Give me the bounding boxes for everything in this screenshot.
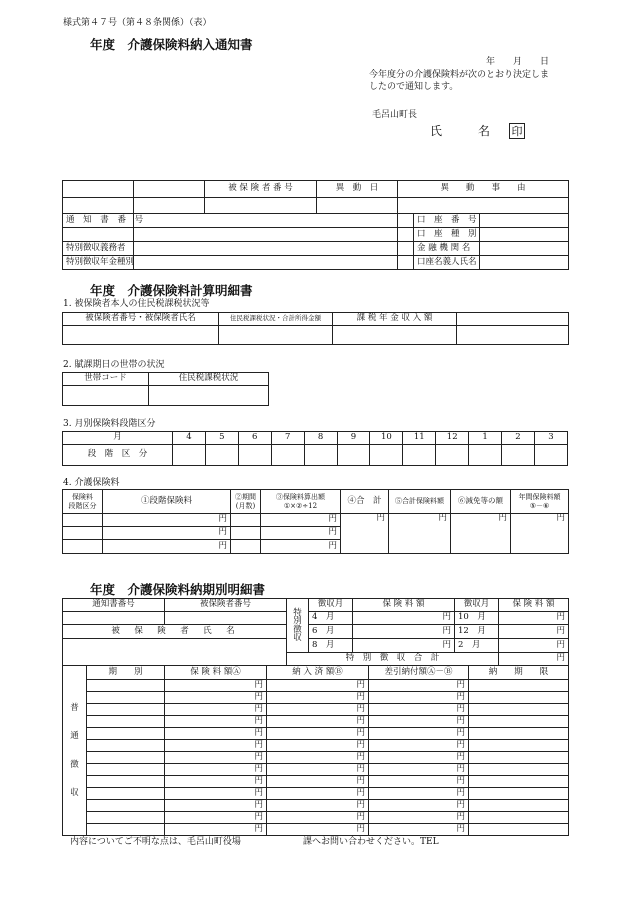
- month-cell: 10 月: [455, 612, 499, 625]
- s4-c7: ⑥減免等の額: [451, 490, 511, 514]
- col-a-header: 保 険 料 額: [190, 666, 233, 677]
- yen-cell: 円: [267, 716, 369, 728]
- s4-yen: 円: [511, 514, 569, 554]
- s1-col1: 被保険者番号・被保険者氏名: [63, 313, 219, 326]
- yen-cell: 円: [499, 612, 569, 625]
- yen-cell: 円: [353, 612, 455, 625]
- s2-col2: 住民税課税状況: [149, 373, 269, 386]
- yen-cell: 円: [369, 812, 469, 824]
- s4-yen: 円: [389, 514, 451, 554]
- month-cell: 8: [304, 432, 337, 445]
- yen-cell: 円: [165, 776, 267, 788]
- top-info-table: [62, 180, 569, 270]
- level-cell: [370, 445, 403, 466]
- yen-cell: 円: [267, 740, 369, 752]
- table-row: [63, 692, 569, 704]
- insured-number-header-2: 被保険者番号: [165, 599, 287, 612]
- period-cell: [87, 800, 165, 812]
- special-collection-table: [62, 598, 569, 666]
- yen-cell: 円: [369, 728, 469, 740]
- due-date-cell: [469, 740, 569, 752]
- level-cell: [337, 445, 370, 466]
- period-cell: [87, 680, 165, 692]
- yen-cell: 円: [165, 704, 267, 716]
- month-cell: 1: [469, 432, 502, 445]
- s3-level-row: [63, 445, 568, 466]
- name-label: 氏 名: [430, 124, 491, 138]
- month-cell: 2 月: [455, 639, 499, 653]
- yen-cell: 円: [369, 680, 469, 692]
- yen-cell: 円: [369, 788, 469, 800]
- month-cell: 4: [173, 432, 206, 445]
- month-cell: 7: [271, 432, 304, 445]
- due-date-cell: [469, 716, 569, 728]
- amount-header: 保 険 料 額: [499, 599, 569, 612]
- yen-cell: 円: [499, 625, 569, 639]
- notice-number-label: 通 知 書 番 号: [63, 214, 134, 228]
- s4-c4b: ①×②÷12: [283, 501, 318, 510]
- footer-text-2: 課へお問い合わせください。TEL: [303, 837, 439, 847]
- month-cell: 4 月: [309, 612, 353, 625]
- period-cell: [87, 812, 165, 824]
- yen-cell: 円: [165, 692, 267, 704]
- schedule-title: 年度 介護保険料納期別明細書: [90, 582, 266, 597]
- s4-yen: 円: [103, 540, 231, 554]
- month-cell: 12: [436, 432, 469, 445]
- yen-cell: 円: [369, 716, 469, 728]
- level-cell: [534, 445, 567, 466]
- section1-title: 1. 被保険者本人の住民税課税状況等: [63, 299, 210, 309]
- s4-c8a: 年間保険料額: [518, 493, 561, 502]
- due-date-cell: [469, 824, 569, 836]
- due-date-cell: [469, 800, 569, 812]
- amount-header: 保 険 料 額: [353, 599, 455, 612]
- yen-cell: 円: [369, 740, 469, 752]
- collection-obligor-label: 特別徴収義務者: [63, 242, 134, 256]
- yen-cell: 円: [165, 800, 267, 812]
- insured-name-label: 被 保 険 者 氏 名: [63, 625, 287, 639]
- table-row: [63, 788, 569, 800]
- insured-number-header: 被 保 険 者 番 号: [205, 181, 317, 198]
- period-cell: [87, 776, 165, 788]
- yen-cell: 円: [267, 764, 369, 776]
- notice-line-2: したので通知します。: [369, 82, 459, 92]
- period-cell: [87, 824, 165, 836]
- section3-title: 3. 月別保険料段階区分: [63, 419, 156, 429]
- yen-cell: 円: [267, 824, 369, 836]
- notice-line-1: 今年度分の介護保険料が次のとおり決定しま: [369, 70, 550, 80]
- s4-c6: ⑤合計保険料額: [389, 490, 451, 514]
- account-holder-label: 口座名義人氏名: [414, 256, 480, 270]
- s4-c8b: ⑤－⑥: [529, 501, 550, 510]
- special-total-label: 特 別 徴 収 合 計: [287, 653, 499, 666]
- account-number-label: 口 座 番 号: [414, 214, 480, 228]
- period-cell: [87, 704, 165, 716]
- special-char: 収: [293, 633, 302, 643]
- table-row: [63, 812, 569, 824]
- s4-yen: 円: [103, 527, 231, 540]
- period-cell: [87, 788, 165, 800]
- due-date-cell: [469, 704, 569, 716]
- yen-cell: 円: [165, 764, 267, 776]
- month-cell: 8 月: [309, 639, 353, 653]
- level-cell: [436, 445, 469, 466]
- month-cell: 5: [205, 432, 238, 445]
- s4-c3a: ②期間: [235, 493, 256, 502]
- s4-yen: 円: [103, 514, 231, 527]
- level-cell: [469, 445, 502, 466]
- col-d-header: 納 期 限: [469, 666, 569, 680]
- s4-yen: 円: [451, 514, 511, 554]
- seal-mark: 印: [509, 123, 525, 139]
- level-cell: [502, 445, 535, 466]
- yen-cell: 円: [267, 728, 369, 740]
- ordinary-body: [63, 666, 569, 836]
- table-row: [63, 752, 569, 764]
- section4-title: 4. 介護保険料: [63, 478, 120, 488]
- due-date-cell: [469, 812, 569, 824]
- due-date-cell: [469, 752, 569, 764]
- mark-a: Ⓐ: [232, 666, 241, 677]
- month-cell: 9: [337, 432, 370, 445]
- due-date-cell: [469, 728, 569, 740]
- s3-month-row: [63, 432, 568, 445]
- calc-title: 年度 介護保険料計算明細書: [90, 283, 253, 298]
- yen-cell: 円: [369, 704, 469, 716]
- yen-cell: 円: [267, 800, 369, 812]
- level-cell: [271, 445, 304, 466]
- month-cell: 3: [534, 432, 567, 445]
- period-cell: [87, 764, 165, 776]
- level-cell: [403, 445, 436, 466]
- month-cell: 11: [403, 432, 436, 445]
- due-date-cell: [469, 788, 569, 800]
- section3-table: [62, 431, 568, 466]
- s3-level-label: 段 階 区 分: [63, 445, 173, 466]
- table-row: [63, 824, 569, 836]
- col-c-header: 差引納付額: [384, 666, 427, 677]
- ordinary-collection-table: [62, 665, 569, 836]
- level-cell: [173, 445, 206, 466]
- section2-title: 2. 賦課期日の世帯の状況: [63, 360, 165, 370]
- mark-b: Ⓑ: [334, 666, 343, 677]
- period-cell: [87, 752, 165, 764]
- collect-month-header: 徴収月: [455, 599, 499, 612]
- month-cell: 10: [370, 432, 403, 445]
- s4-c2: ①段階保険料: [103, 490, 231, 514]
- s4-yen: 円: [261, 540, 341, 554]
- period-cell: [87, 692, 165, 704]
- ordinary-char: 通: [70, 731, 79, 742]
- yen-cell: 円: [267, 704, 369, 716]
- change-reason-header: 異 動 事 由: [398, 181, 569, 198]
- yen-cell: 円: [165, 740, 267, 752]
- table-row: [63, 740, 569, 752]
- special-char: 徴: [293, 624, 302, 635]
- table-row: [63, 704, 569, 716]
- month-cell: 6 月: [309, 625, 353, 639]
- date-line: 年 月 日: [486, 57, 550, 67]
- yen-cell: 円: [369, 800, 469, 812]
- s3-month-label: 月: [63, 432, 173, 445]
- section2-table: [62, 372, 269, 406]
- s4-yen: 円: [261, 527, 341, 540]
- form-number: 様式第４７号（第４８条関係）（表）: [63, 18, 212, 28]
- pension-type-label: 特別徴収年金種別: [63, 256, 134, 270]
- change-date-header: 異 動 日: [317, 181, 398, 198]
- yen-cell: 円: [369, 692, 469, 704]
- yen-cell: 円: [369, 776, 469, 788]
- yen-cell: 円: [165, 716, 267, 728]
- s4-c1a: 保険料: [72, 493, 93, 502]
- month-cell: 12 月: [455, 625, 499, 639]
- table-row: [63, 776, 569, 788]
- col-b-header: 納 入 済 額: [292, 666, 335, 677]
- yen-cell: 円: [165, 680, 267, 692]
- s4-c5: ④合 計: [341, 490, 389, 514]
- due-date-cell: [469, 680, 569, 692]
- s1-col3: 課 税 年 金 収 入 額: [333, 313, 457, 326]
- s4-yen: 円: [261, 514, 341, 527]
- due-date-cell: [469, 764, 569, 776]
- yen-cell: 円: [267, 752, 369, 764]
- yen-cell: 円: [267, 776, 369, 788]
- yen-cell: 円: [353, 639, 455, 653]
- ordinary-char: 普: [70, 703, 79, 714]
- due-date-cell: [469, 692, 569, 704]
- yen-cell: 円: [499, 639, 569, 653]
- period-cell: [87, 740, 165, 752]
- yen-cell: 円: [499, 653, 569, 666]
- month-cell: 6: [238, 432, 271, 445]
- s1-col2: 住民税課税状況・合計所得金額: [219, 313, 333, 326]
- yen-cell: 円: [165, 788, 267, 800]
- s4-c1b: 段階区分: [68, 501, 97, 510]
- page-title: 年度 介護保険料納入通知書: [90, 37, 253, 52]
- ordinary-char: 徴: [70, 759, 79, 770]
- yen-cell: 円: [267, 788, 369, 800]
- account-type-label: 口 座 種 別: [414, 228, 480, 242]
- level-cell: [304, 445, 337, 466]
- table-row: [63, 728, 569, 740]
- section4-table: [62, 489, 569, 554]
- s2-col1: 世帯コード: [63, 373, 149, 386]
- period-header: 期 別: [87, 666, 165, 680]
- table-row: [63, 764, 569, 776]
- s4-yen: 円: [341, 514, 389, 554]
- yen-cell: 円: [369, 764, 469, 776]
- s4-c4a: ③保険料算出額: [276, 493, 325, 502]
- mayor-title: 毛呂山町長: [372, 110, 418, 120]
- table-row: [63, 716, 569, 728]
- yen-cell: 円: [369, 824, 469, 836]
- yen-cell: 円: [353, 625, 455, 639]
- mark-ab: Ⓐ－Ⓑ: [427, 666, 453, 677]
- footer-text-1: 内容についてご不明な点は、毛呂山町役場: [70, 837, 241, 847]
- yen-cell: 円: [267, 680, 369, 692]
- special-char: 特: [293, 607, 302, 618]
- yen-cell: 円: [267, 692, 369, 704]
- table-row: [63, 680, 569, 692]
- bank-name-label: 金 融 機 関 名: [414, 242, 480, 256]
- table-row: [63, 800, 569, 812]
- s4-c3b: (月数): [235, 501, 256, 510]
- month-cell: 2: [502, 432, 535, 445]
- yen-cell: 円: [267, 812, 369, 824]
- level-cell: [238, 445, 271, 466]
- due-date-cell: [469, 776, 569, 788]
- ordinary-char: 収: [70, 787, 79, 798]
- yen-cell: 円: [165, 812, 267, 824]
- period-cell: [87, 716, 165, 728]
- yen-cell: 円: [165, 728, 267, 740]
- section1-table: [62, 312, 569, 345]
- collect-month-header: 徴収月: [309, 599, 353, 612]
- yen-cell: 円: [165, 824, 267, 836]
- period-cell: [87, 728, 165, 740]
- yen-cell: 円: [369, 752, 469, 764]
- notice-number-header: 通知書番号: [63, 599, 165, 612]
- level-cell: [205, 445, 238, 466]
- special-char: 別: [293, 616, 302, 626]
- yen-cell: 円: [165, 752, 267, 764]
